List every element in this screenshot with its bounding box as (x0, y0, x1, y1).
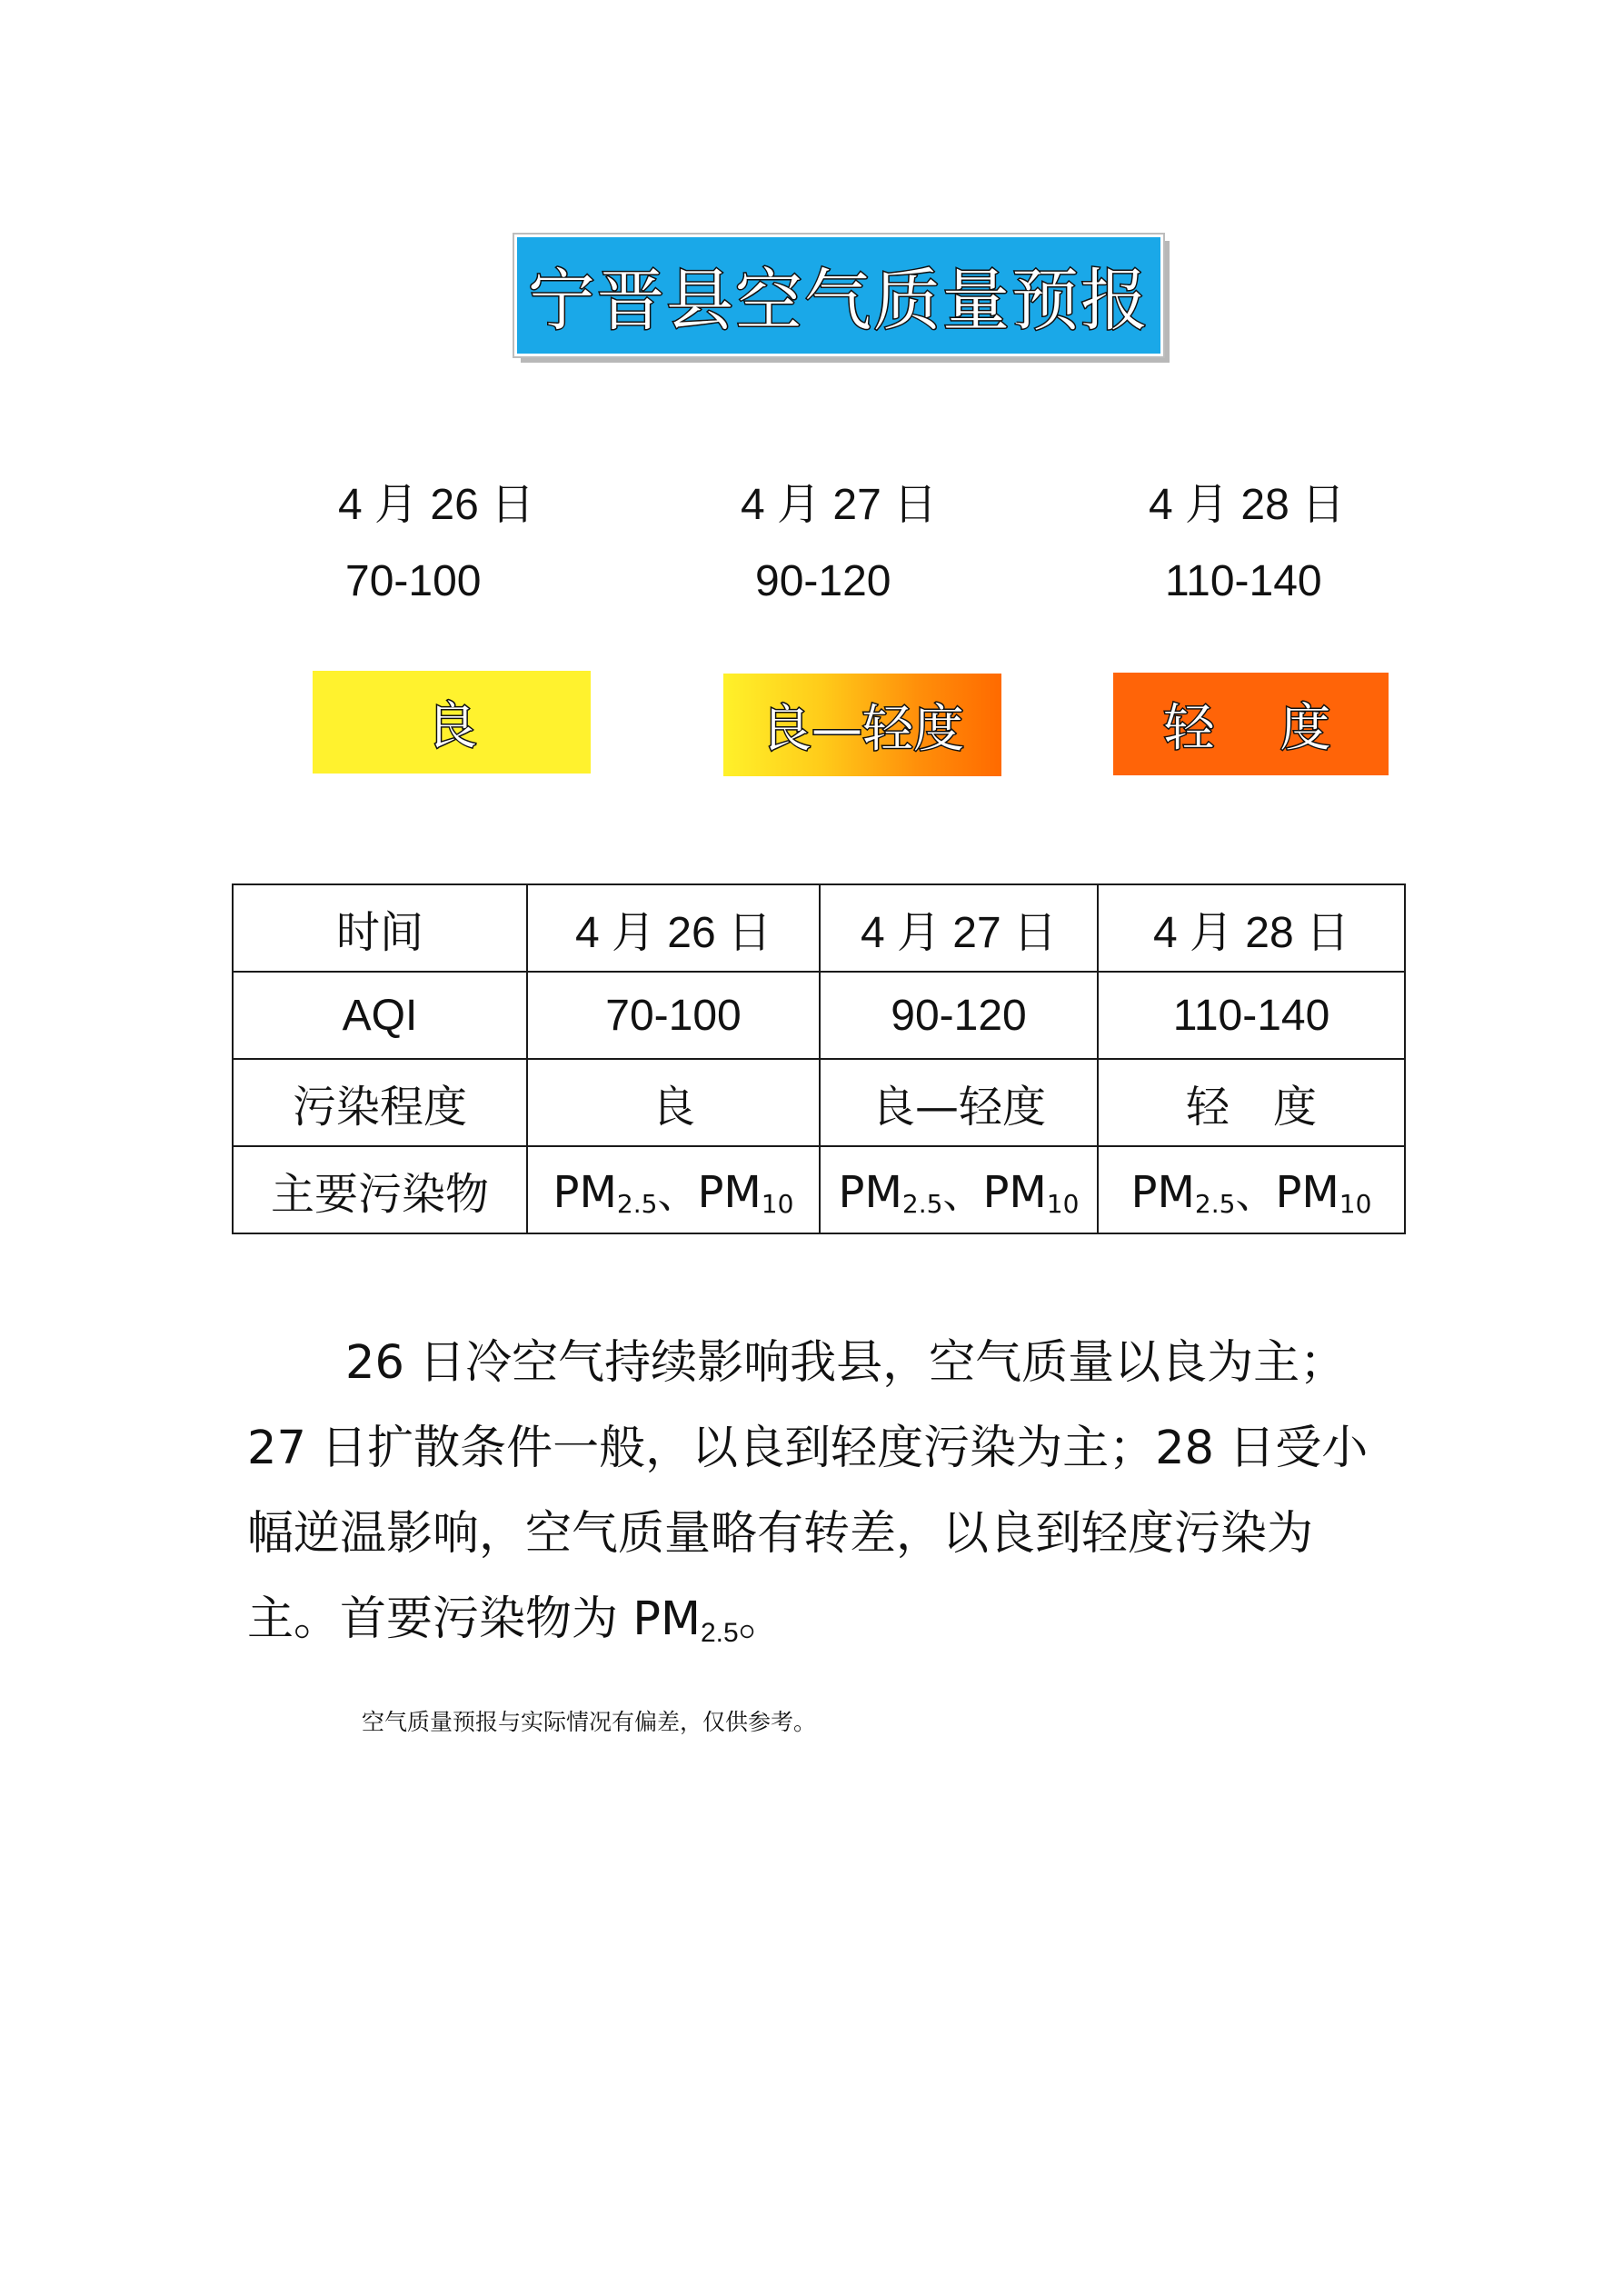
table-cell-aqi: 70-100 (527, 972, 820, 1059)
paragraph-line: 26 日冷空气持续影响我县，空气质量以良为主； (345, 1336, 1347, 1390)
table-row (233, 1059, 1405, 1146)
table-cell-aqi: 90-120 (820, 972, 1098, 1059)
paragraph-line: 主。首要污染物为 $PM_{2.5}$。 (247, 1592, 785, 1648)
forecast-aqi-3: 110-140 (1165, 557, 1322, 605)
table-cell-level: 轻 度 (1098, 1059, 1405, 1146)
forecast-table (232, 883, 1406, 1234)
table-cell-date: 4 月 27 日 (820, 884, 1098, 972)
table-cell-level: 良 (527, 1059, 820, 1146)
forecast-description (247, 1321, 1383, 1676)
table-cell-pollutant: $PM_{2.5}$、$PM_{10}$ (1098, 1146, 1405, 1233)
forecast-aqi-1: 70-100 (345, 557, 482, 605)
table-cell-pollutant: $PM_{2.5}$、$PM_{10}$ (820, 1146, 1098, 1233)
table-cell-level: 良—轻度 (820, 1059, 1098, 1146)
paragraph-line: 幅逆温影响，空气质量略有转差，以良到轻度污染为 (247, 1507, 1314, 1561)
row-header-pollution-level: 污染程度 (233, 1059, 527, 1146)
table-row (233, 972, 1405, 1059)
row-header-aqi: AQI (233, 972, 527, 1059)
table-cell-aqi: 110-140 (1098, 972, 1405, 1059)
level-badge-good-to-light (723, 674, 1001, 776)
level-badge-light (1113, 673, 1389, 775)
level-badge-label: 良 (426, 696, 477, 756)
title-banner (514, 235, 1163, 356)
level-badge-good (313, 671, 591, 774)
table-cell-date: 4 月 28 日 (1098, 884, 1405, 972)
forecast-aqi-2: 90-120 (755, 557, 891, 605)
table-row (233, 884, 1405, 972)
disclaimer-note: 空气质量预报与实际情况有偏差，仅供参考。 (362, 1709, 817, 1735)
level-badge-label: 良—轻度 (761, 699, 964, 759)
forecast-date-2: 4 月 27 日 (741, 481, 938, 529)
forecast-date-1: 4 月 26 日 (338, 481, 535, 529)
table-cell-date: 4 月 26 日 (527, 884, 820, 972)
row-header-main-pollutant: 主要污染物 (233, 1146, 527, 1233)
page-title: 宁晋县空气质量预报 (528, 262, 1150, 340)
level-badge-label: 轻 度 (1163, 698, 1339, 758)
table-cell-pollutant: $PM_{2.5}$、$PM_{10}$ (527, 1146, 820, 1233)
row-header-time: 时间 (233, 884, 527, 972)
table-row (233, 1146, 1405, 1233)
forecast-date-3: 4 月 28 日 (1149, 481, 1346, 529)
paragraph-line: 27 日扩散条件一般，以良到轻度污染为主；28 日受小 (247, 1422, 1369, 1475)
